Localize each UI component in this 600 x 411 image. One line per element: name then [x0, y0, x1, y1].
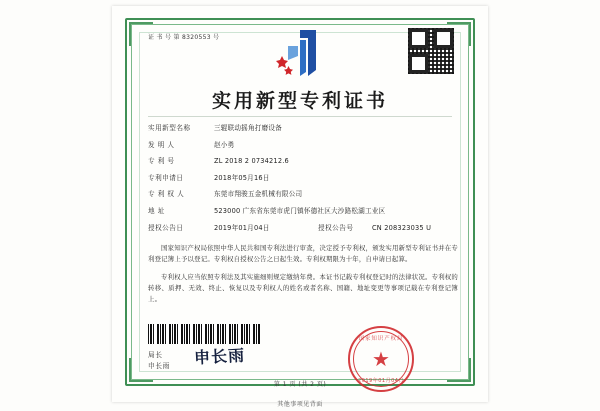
field-value: ZL 2018 2 0734212.6	[214, 157, 289, 165]
field-value: 2019年01月04日	[214, 224, 270, 232]
field-label-secondary: 授权公告号	[318, 224, 354, 232]
field-value: 2018年05月16日	[214, 173, 270, 182]
back-side-note: 其他事项见背面	[277, 401, 323, 408]
page-title: 实用新型专利证书	[211, 90, 388, 112]
field-row-patent-number	[148, 156, 458, 166]
field-label: 专利申请日	[148, 173, 184, 182]
qr-code-icon	[408, 28, 454, 74]
field-label: 授权公告日	[148, 224, 184, 232]
field-label: 专 利 号	[148, 157, 175, 165]
patent-fields	[148, 123, 458, 240]
field-value-secondary: CN 208323035 U	[372, 224, 432, 232]
page-number: 第 1 页 (共 2 页)	[273, 381, 327, 388]
field-value: 东莞市翔骏五金机械有限公司	[214, 190, 303, 198]
seal-top-text: 国家知识产权局	[358, 336, 404, 342]
certificate-sheet	[112, 6, 488, 402]
field-value: 三辊联动摇角打磨设备	[214, 124, 282, 132]
title-divider	[148, 116, 452, 117]
signature-printed-name: 申长雨	[148, 362, 171, 370]
seal-star-icon: ★	[372, 347, 390, 371]
field-value: 赵小勇	[214, 140, 235, 149]
body-paragraph-2: 专利权人应当依照专利法及其实施细则规定缴纳年费。本证书记载专利权登记时的法律状况。专利权的转移、质押、无效、终止、恢复以及专利权人的姓名或者名称、国籍、地址变更等事项记载在专利登记簿上。	[148, 273, 458, 303]
field-label: 发 明 人	[148, 140, 175, 149]
field-row-utility-model-name	[148, 123, 458, 133]
field-label: 专 利 权 人	[148, 190, 185, 198]
field-row-application-date	[148, 173, 458, 183]
signature-handwriting: 申长雨	[193, 345, 246, 368]
field-label: 实用新型名称	[148, 124, 191, 132]
signature-labels	[148, 350, 170, 372]
certificate-number: 证 书 号 第 8320553 号	[148, 34, 220, 41]
seal-bottom-text: 2019年01月04日	[358, 378, 404, 384]
signature-title: 局长	[148, 351, 163, 359]
field-row-address	[148, 206, 458, 217]
body-paragraph-1: 国家知识产权局依照中华人民共和国专利法进行审查，决定授予专利权，颁发实用新型专利证书并在专利登记簿上予以登记。专利权自授权公告之日起生效。专利权期限为十年，自申请日起算。	[148, 244, 458, 263]
field-row-inventor	[148, 140, 458, 150]
field-row-grant-announcement	[148, 223, 458, 233]
field-value: 523000 广东省东莞市虎门镇怀德社区大沙路松湖工业区	[214, 206, 386, 215]
patent-emblem-icon	[264, 26, 336, 82]
certificate-body	[148, 243, 458, 312]
field-row-patentee	[148, 189, 458, 199]
field-label: 地 址	[148, 206, 165, 215]
barcode	[148, 324, 260, 344]
